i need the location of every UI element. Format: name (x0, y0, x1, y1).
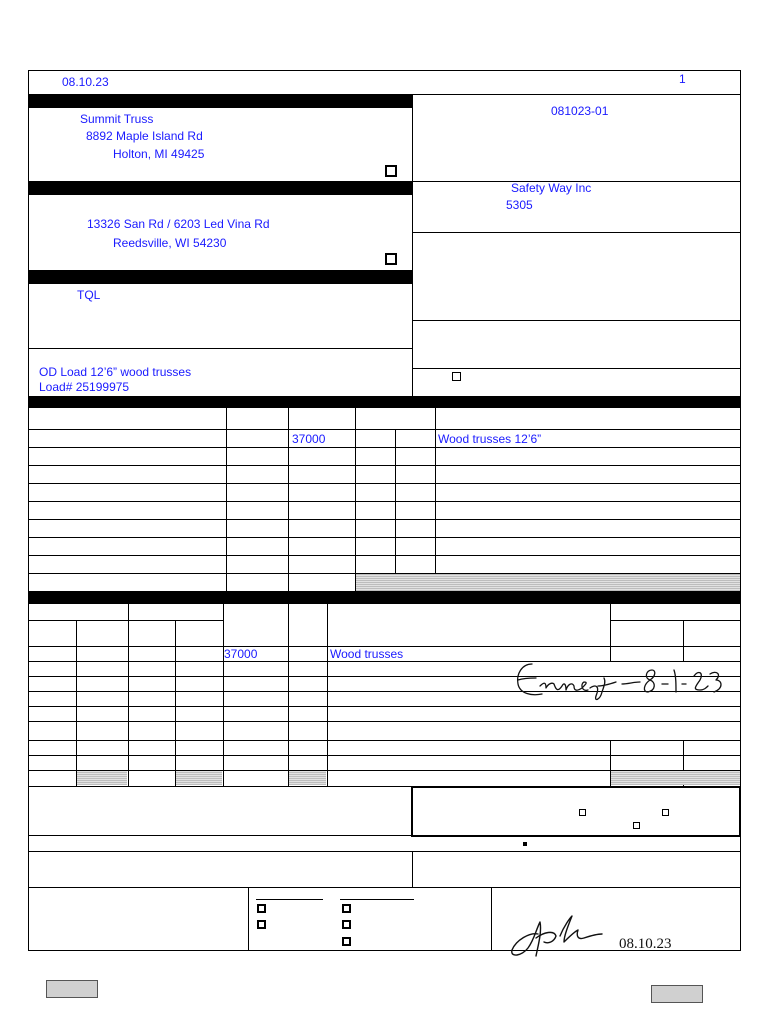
master-bol-checkbox[interactable] (452, 372, 461, 381)
consignee-city: Reedsville, WI 54230 (113, 236, 227, 250)
document-date: 08.10.23 (62, 75, 109, 89)
bol-number: 081023-01 (551, 104, 609, 118)
shipper-city: Holton, MI 49425 (113, 147, 205, 161)
freight-counted-by-driver-pieces-checkbox[interactable] (342, 937, 351, 946)
fee-terms-prepaid-checkbox[interactable] (662, 809, 669, 816)
hm-total-shaded-cell (289, 771, 326, 785)
carrier-number: 5305 (506, 198, 533, 212)
page-number: 1 (679, 72, 686, 86)
shipper-fob-checkbox[interactable] (385, 165, 397, 177)
carrier-weight: 37000 (224, 647, 258, 661)
order-total-shaded-cell (356, 574, 740, 591)
order-weight: 37000 (292, 432, 326, 446)
package-total-shaded-cell (176, 771, 222, 785)
customer-check-acceptable-checkbox[interactable] (633, 822, 640, 829)
consignee-fob-checkbox[interactable] (385, 253, 397, 265)
carrier-info-header-bar (28, 591, 741, 604)
carrier-description: Wood trusses (330, 647, 404, 661)
handling-total-shaded-cell (77, 771, 127, 785)
ship-from-header-bar (28, 94, 412, 108)
consignee-address: 13326 San Rd / 6203 Led Vina Rd (87, 217, 270, 231)
order-description: Wood trusses 12’6” (438, 432, 542, 446)
shipper-name: Summit Truss (80, 112, 154, 126)
reset-button[interactable] (651, 985, 703, 1003)
print-button[interactable] (46, 980, 98, 998)
trailer-loaded-by-shipper-checkbox[interactable] (257, 904, 266, 913)
fee-terms-collect-checkbox[interactable] (579, 809, 586, 816)
consignee-signature (510, 656, 735, 708)
trailer-loaded-by-driver-checkbox[interactable] (257, 920, 266, 929)
third-party-header-bar (28, 270, 412, 284)
special-instructions-line1: OD Load 12’6” wood trusses (39, 365, 192, 379)
customer-order-header-bar (28, 396, 741, 408)
carrier-name: Safety Way Inc (511, 181, 592, 195)
freight-counted-by-shipper-checkbox[interactable] (342, 904, 351, 913)
mark-dot (523, 842, 527, 846)
ship-to-header-bar (28, 181, 412, 195)
freight-counted-by-driver-pallets-checkbox[interactable] (342, 920, 351, 929)
carrier-signature-date: 08.10.23 (619, 936, 672, 952)
carrier-signature (508, 912, 608, 962)
third-party-name: TQL (77, 288, 101, 302)
special-instructions-line2: Load# 25199975 (39, 380, 130, 394)
shipper-address: 8892 Maple Island Rd (86, 129, 203, 143)
ltl-total-shaded-cell (611, 771, 740, 785)
